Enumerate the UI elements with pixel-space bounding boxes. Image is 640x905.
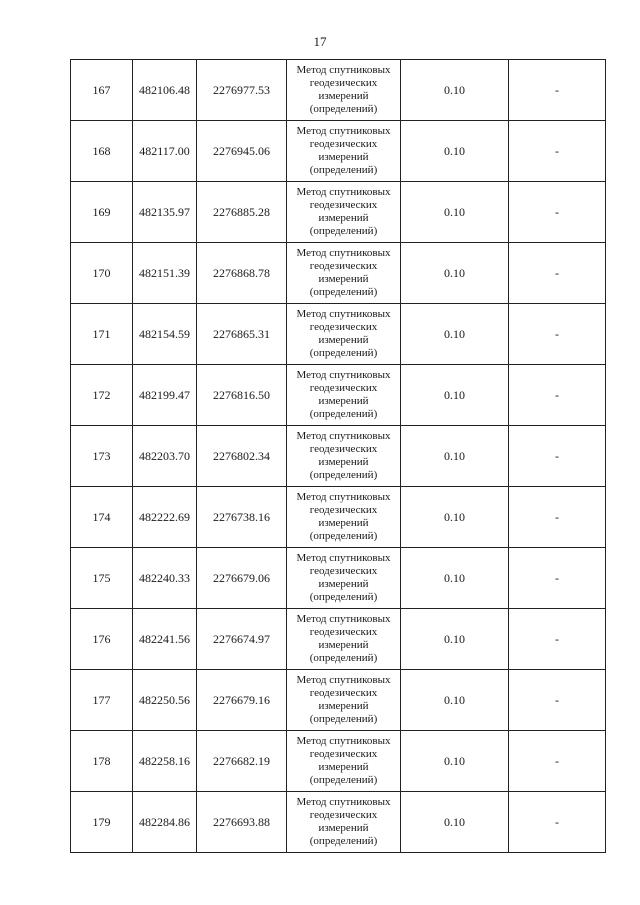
table-row — [71, 182, 606, 243]
accuracy-cell: 0.10 — [401, 548, 509, 609]
method-line: Метод спутниковых — [296, 308, 391, 320]
accuracy-cell: 0.10 — [401, 731, 509, 792]
method-cell — [287, 792, 401, 853]
y-coordinate-cell: 2276802.34 — [197, 426, 287, 487]
method-cell — [287, 365, 401, 426]
method-cell — [287, 121, 401, 182]
point-number-cell: 175 — [71, 548, 133, 609]
method-line: геодезических — [309, 443, 378, 455]
extra-cell: - — [509, 182, 606, 243]
accuracy-cell: 0.10 — [401, 182, 509, 243]
method-line: (определений) — [309, 103, 378, 115]
extra-cell: - — [509, 487, 606, 548]
method-line: измерений — [318, 761, 369, 773]
point-number-cell: 176 — [71, 609, 133, 670]
method-line: геодезических — [309, 504, 378, 516]
table-row — [71, 304, 606, 365]
method-line: (определений) — [309, 286, 378, 298]
point-number-cell: 173 — [71, 426, 133, 487]
table-row — [71, 548, 606, 609]
method-line: (определений) — [309, 225, 378, 237]
method-cell — [287, 182, 401, 243]
method-cell — [287, 670, 401, 731]
extra-cell: - — [509, 426, 606, 487]
coordinates-table — [70, 59, 606, 853]
method-line: (определений) — [309, 347, 378, 359]
x-coordinate-cell: 482240.33 — [133, 548, 197, 609]
method-line: Метод спутниковых — [296, 491, 391, 503]
method-line: измерений — [318, 273, 369, 285]
method-line: Метод спутниковых — [296, 674, 391, 686]
extra-cell: - — [509, 121, 606, 182]
method-line: (определений) — [309, 408, 378, 420]
point-number-cell: 179 — [71, 792, 133, 853]
method-line: измерений — [318, 151, 369, 163]
y-coordinate-cell: 2276693.88 — [197, 792, 287, 853]
method-line: Метод спутниковых — [296, 430, 391, 442]
x-coordinate-cell: 482199.47 — [133, 365, 197, 426]
x-coordinate-cell: 482106.48 — [133, 60, 197, 121]
accuracy-cell: 0.10 — [401, 304, 509, 365]
table-row — [71, 609, 606, 670]
method-line: (определений) — [309, 469, 378, 481]
method-line: (определений) — [309, 713, 378, 725]
method-line: геодезических — [309, 382, 378, 394]
method-line: Метод спутниковых — [296, 613, 391, 625]
table-row — [71, 426, 606, 487]
y-coordinate-cell: 2276977.53 — [197, 60, 287, 121]
method-line: измерений — [318, 334, 369, 346]
method-line: Метод спутниковых — [296, 247, 391, 259]
method-line: Метод спутниковых — [296, 552, 391, 564]
extra-cell: - — [509, 670, 606, 731]
method-cell — [287, 487, 401, 548]
method-cell — [287, 548, 401, 609]
x-coordinate-cell: 482135.97 — [133, 182, 197, 243]
point-number-cell: 177 — [71, 670, 133, 731]
accuracy-cell: 0.10 — [401, 243, 509, 304]
y-coordinate-cell: 2276945.06 — [197, 121, 287, 182]
y-coordinate-cell: 2276868.78 — [197, 243, 287, 304]
method-line: измерений — [318, 822, 369, 834]
method-line: Метод спутниковых — [296, 186, 391, 198]
point-number-cell: 174 — [71, 487, 133, 548]
table-row — [71, 365, 606, 426]
point-number-cell: 170 — [71, 243, 133, 304]
method-line: измерений — [318, 578, 369, 590]
method-line: (определений) — [309, 530, 378, 542]
method-line: геодезических — [309, 748, 378, 760]
point-number-cell: 169 — [71, 182, 133, 243]
method-line: геодезических — [309, 199, 378, 211]
point-number-cell: 167 — [71, 60, 133, 121]
extra-cell: - — [509, 365, 606, 426]
method-line: Метод спутниковых — [296, 796, 391, 808]
method-line: Метод спутниковых — [296, 369, 391, 381]
method-line: геодезических — [309, 687, 378, 699]
y-coordinate-cell: 2276679.16 — [197, 670, 287, 731]
method-line: геодезических — [309, 260, 378, 272]
method-line: геодезических — [309, 138, 378, 150]
y-coordinate-cell: 2276682.19 — [197, 731, 287, 792]
extra-cell: - — [509, 792, 606, 853]
accuracy-cell: 0.10 — [401, 792, 509, 853]
extra-cell: - — [509, 243, 606, 304]
method-cell — [287, 243, 401, 304]
method-line: геодезических — [309, 565, 378, 577]
method-line: геодезических — [309, 626, 378, 638]
method-line: (определений) — [309, 774, 378, 786]
x-coordinate-cell: 482154.59 — [133, 304, 197, 365]
method-line: геодезических — [309, 321, 378, 333]
method-line: измерений — [318, 395, 369, 407]
accuracy-cell: 0.10 — [401, 365, 509, 426]
method-line: измерений — [318, 700, 369, 712]
method-line: измерений — [318, 90, 369, 102]
x-coordinate-cell: 482241.56 — [133, 609, 197, 670]
method-cell — [287, 60, 401, 121]
coordinates-table-body — [71, 60, 606, 853]
method-line: (определений) — [309, 835, 378, 847]
method-cell — [287, 731, 401, 792]
point-number-cell: 171 — [71, 304, 133, 365]
table-row — [71, 243, 606, 304]
method-line: Метод спутниковых — [296, 735, 391, 747]
x-coordinate-cell: 482117.00 — [133, 121, 197, 182]
extra-cell: - — [509, 609, 606, 670]
point-number-cell: 172 — [71, 365, 133, 426]
y-coordinate-cell: 2276738.16 — [197, 487, 287, 548]
method-line: геодезических — [309, 809, 378, 821]
method-cell — [287, 609, 401, 670]
accuracy-cell: 0.10 — [401, 487, 509, 548]
method-line: (определений) — [309, 652, 378, 664]
method-line: геодезических — [309, 77, 378, 89]
extra-cell: - — [509, 548, 606, 609]
method-line: измерений — [318, 517, 369, 529]
extra-cell: - — [509, 60, 606, 121]
x-coordinate-cell: 482222.69 — [133, 487, 197, 548]
method-cell — [287, 304, 401, 365]
method-line: измерений — [318, 639, 369, 651]
table-row — [71, 487, 606, 548]
accuracy-cell: 0.10 — [401, 609, 509, 670]
point-number-cell: 178 — [71, 731, 133, 792]
method-line: (определений) — [309, 164, 378, 176]
y-coordinate-cell: 2276885.28 — [197, 182, 287, 243]
y-coordinate-cell: 2276674.97 — [197, 609, 287, 670]
y-coordinate-cell: 2276679.06 — [197, 548, 287, 609]
method-line: измерений — [318, 456, 369, 468]
table-row — [71, 121, 606, 182]
accuracy-cell: 0.10 — [401, 670, 509, 731]
extra-cell: - — [509, 731, 606, 792]
accuracy-cell: 0.10 — [401, 121, 509, 182]
table-row — [71, 670, 606, 731]
table-row — [71, 731, 606, 792]
table-row — [71, 792, 606, 853]
extra-cell: - — [509, 304, 606, 365]
x-coordinate-cell: 482250.56 — [133, 670, 197, 731]
method-line: Метод спутниковых — [296, 125, 391, 137]
method-line: измерений — [318, 212, 369, 224]
method-line: (определений) — [309, 591, 378, 603]
page-number: 17 — [313, 34, 327, 49]
x-coordinate-cell: 482258.16 — [133, 731, 197, 792]
x-coordinate-cell: 482151.39 — [133, 243, 197, 304]
accuracy-cell: 0.10 — [401, 60, 509, 121]
x-coordinate-cell: 482203.70 — [133, 426, 197, 487]
point-number-cell: 168 — [71, 121, 133, 182]
y-coordinate-cell: 2276816.50 — [197, 365, 287, 426]
method-cell — [287, 426, 401, 487]
table-row — [71, 60, 606, 121]
method-line: Метод спутниковых — [296, 64, 391, 76]
y-coordinate-cell: 2276865.31 — [197, 304, 287, 365]
accuracy-cell: 0.10 — [401, 426, 509, 487]
x-coordinate-cell: 482284.86 — [133, 792, 197, 853]
